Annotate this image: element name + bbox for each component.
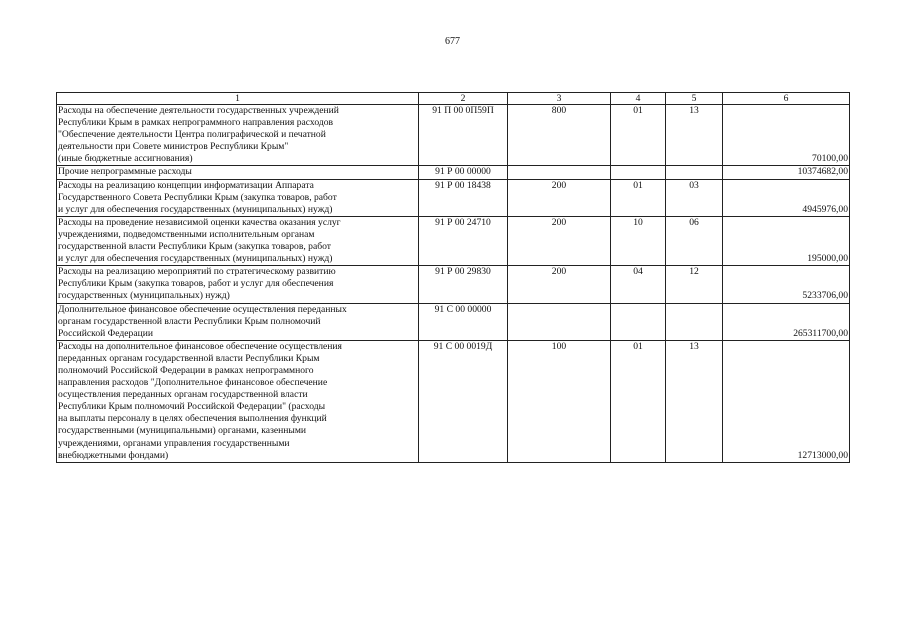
header-cell: 2 xyxy=(419,93,508,105)
expense-description: Расходы на реализацию концепции информатизации Аппарата Государственного Совета Республики Крым (закупка товаров, работ и услуг для обеспечения государственных (муниципальных) нужд) xyxy=(57,179,419,216)
amount-value: 10374682,00 xyxy=(723,166,850,179)
expense-type-code xyxy=(508,303,611,340)
amount-value: 265311700,00 xyxy=(723,303,850,340)
section-code: 04 xyxy=(611,266,666,303)
section-code: 10 xyxy=(611,216,666,265)
expense-description: Расходы на проведение независимой оценки качества оказания услуг учреждениями, подведомственными исполнительным органам государственной власти Республики Крым (закупка товаров, работ и услуг для обеспечения государственных (муниципальных) нужд) xyxy=(57,216,419,265)
table-row xyxy=(57,166,850,179)
subsection-code: 06 xyxy=(666,216,723,265)
page-number: 677 xyxy=(445,36,460,47)
target-article-code: 91 С 00 00000 xyxy=(419,303,508,340)
expense-type-code: 200 xyxy=(508,266,611,303)
expense-type-code: 200 xyxy=(508,179,611,216)
expense-description: Расходы на дополнительное финансовое обеспечение осуществления переданных органам государственной власти Республики Крым полномочий Российской Федерации в рамках непрограммного направления расходов "Дополнительное финансовое обеспечение осуществления переданных органам государственной власти Республики Крым полномочий Российской Федерации" (расходы на выплаты персоналу в целях обеспечения выполнения функций государственными (муниципальными) органами, казенными учреждениями, органами управления государственными внебюджетными фондами) xyxy=(57,340,419,462)
target-article-code: 91 С 00 0019Д xyxy=(419,340,508,462)
header-cell: 1 xyxy=(57,93,419,105)
table-row xyxy=(57,105,850,166)
header-cell: 5 xyxy=(666,93,723,105)
subsection-code: 13 xyxy=(666,105,723,166)
target-article-code: 91 Р 00 24710 xyxy=(419,216,508,265)
expense-description: Дополнительное финансовое обеспечение осуществления переданных органам государственной власти Республики Крым полномочий Российской Федерации xyxy=(57,303,419,340)
subsection-code: 13 xyxy=(666,340,723,462)
table-row xyxy=(57,216,850,265)
header-cell: 3 xyxy=(508,93,611,105)
subsection-code: 12 xyxy=(666,266,723,303)
table-row xyxy=(57,303,850,340)
subsection-code xyxy=(666,303,723,340)
amount-value: 12713000,00 xyxy=(723,340,850,462)
header-cell: 6 xyxy=(723,93,850,105)
target-article-code: 91 Р 00 29830 xyxy=(419,266,508,303)
expense-type-code: 800 xyxy=(508,105,611,166)
budget-table xyxy=(56,92,850,463)
amount-value: 5233706,00 xyxy=(723,266,850,303)
header-row xyxy=(57,93,850,105)
section-code xyxy=(611,303,666,340)
amount-value: 195000,00 xyxy=(723,216,850,265)
expense-type-code: 100 xyxy=(508,340,611,462)
section-code xyxy=(611,166,666,179)
target-article-code: 91 П 00 0П59П xyxy=(419,105,508,166)
section-code: 01 xyxy=(611,105,666,166)
expense-description: Прочие непрограммные расходы xyxy=(57,166,419,179)
expense-type-code: 200 xyxy=(508,216,611,265)
header-cell: 4 xyxy=(611,93,666,105)
expense-description: Расходы на реализацию мероприятий по стратегическому развитию Республики Крым (закупка товаров, работ и услуг для обеспечения государственных (муниципальных) нужд) xyxy=(57,266,419,303)
table-row xyxy=(57,340,850,462)
amount-value: 4945976,00 xyxy=(723,179,850,216)
expense-type-code xyxy=(508,166,611,179)
target-article-code: 91 Р 00 00000 xyxy=(419,166,508,179)
subsection-code xyxy=(666,166,723,179)
subsection-code: 03 xyxy=(666,179,723,216)
table-row xyxy=(57,179,850,216)
section-code: 01 xyxy=(611,179,666,216)
section-code: 01 xyxy=(611,340,666,462)
target-article-code: 91 Р 00 18438 xyxy=(419,179,508,216)
expense-description: Расходы на обеспечение деятельности государственных учреждений Республики Крым в рамках непрограммного направления расходов "Обеспечение деятельности Центра полиграфической и печатной деятельности при Совете министров Республики Крым" (иные бюджетные ассигнования) xyxy=(57,105,419,166)
table-row xyxy=(57,266,850,303)
amount-value: 70100,00 xyxy=(723,105,850,166)
